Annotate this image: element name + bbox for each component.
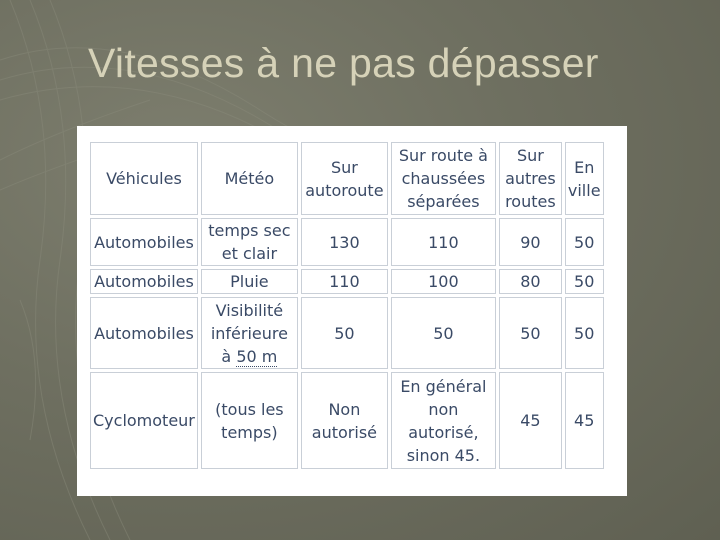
table-row: [90, 372, 604, 469]
cell-weather-distance: [204, 345, 295, 368]
cell-city: 50: [565, 297, 604, 369]
cell-city: 50: [565, 218, 604, 266]
speed-table-panel: [77, 126, 627, 496]
cell-city: 45: [565, 372, 604, 469]
speed-limits-table: [87, 139, 607, 472]
cell-weather: [201, 297, 298, 369]
distance-value: 50 m: [236, 346, 278, 366]
header-separated-roads: Sur route à chaussées séparées: [391, 142, 496, 215]
header-vehicles: Véhicules: [90, 142, 198, 215]
header-autoroute: Sur autoroute: [301, 142, 388, 215]
cell-other: 90: [499, 218, 562, 266]
slide-title: Vitesses à ne pas dépasser: [88, 40, 599, 86]
cell-autoroute: 130: [301, 218, 388, 266]
cell-vehicle: Automobiles: [90, 297, 198, 369]
cell-separated: En général non autorisé, sinon 45.: [391, 372, 496, 469]
cell-weather: Pluie: [201, 269, 298, 294]
header-weather: Météo: [201, 142, 298, 215]
cell-separated: 110: [391, 218, 496, 266]
cell-weather-visibility: Visibilité inférieure: [210, 300, 288, 343]
table-header-row: [90, 142, 604, 215]
cell-vehicle: Cyclomoteur: [90, 372, 198, 469]
cell-separated: 100: [391, 269, 496, 294]
cell-separated: 50: [391, 297, 496, 369]
cell-autoroute: Non autorisé: [301, 372, 388, 469]
cell-city: 50: [565, 269, 604, 294]
table-row: [90, 269, 604, 294]
distance-prefix: à: [221, 346, 237, 366]
cell-weather: temps sec et clair: [201, 218, 298, 266]
cell-other: 50: [499, 297, 562, 369]
table-row: [90, 218, 604, 266]
cell-autoroute: 50: [301, 297, 388, 369]
header-city: En ville: [565, 142, 604, 215]
cell-other: 80: [499, 269, 562, 294]
cell-vehicle: Automobiles: [90, 269, 198, 294]
cell-other: 45: [499, 372, 562, 469]
cell-weather: (tous les temps): [201, 372, 298, 469]
table-row: [90, 297, 604, 369]
header-other-roads: Sur autres routes: [499, 142, 562, 215]
cell-autoroute: 110: [301, 269, 388, 294]
cell-vehicle: Automobiles: [90, 218, 198, 266]
